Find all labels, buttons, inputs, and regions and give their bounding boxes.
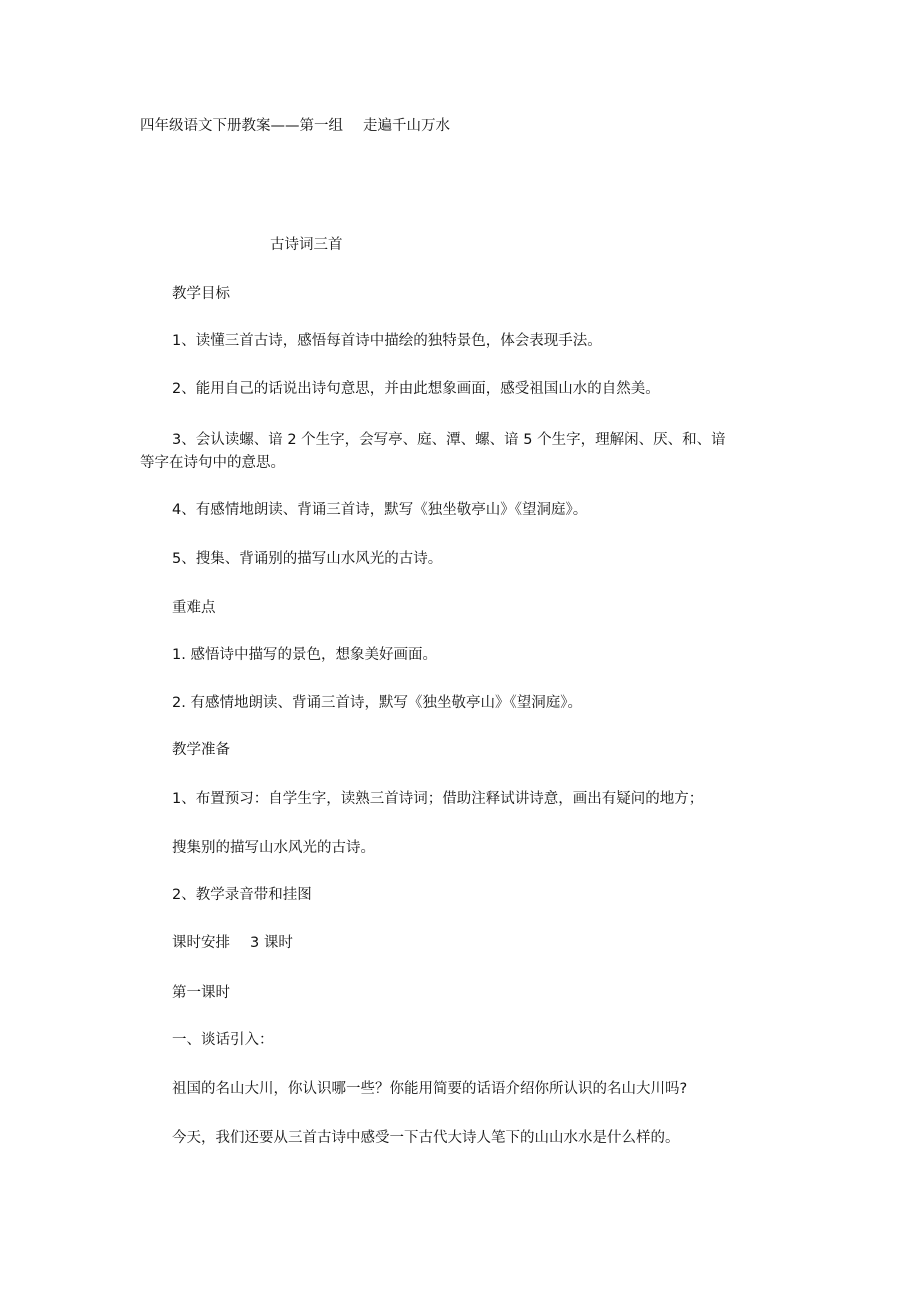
key-point-item: 2. 有感情地朗读、背诵三首诗，默写《独坐敬亭山》《望洞庭》。 [172, 695, 582, 711]
preparation-item: 2、教学录音带和挂图 [172, 887, 312, 903]
key-point-item: 1. 感悟诗中描写的景色，想象美好画面。 [172, 647, 437, 663]
objective-item-continuation: 等字在诗句中的意思。 [140, 455, 285, 471]
objective-item: 2、能用自己的话说出诗句意思，并由此想象画面，感受祖国山水的自然美。 [172, 381, 660, 397]
first-lesson-heading: 第一课时 [172, 985, 230, 1001]
document-header [140, 116, 450, 136]
preparation-heading: 教学准备 [172, 742, 230, 758]
preparation-item: 1、布置预习：自学生字，读熟三首诗词；借助注释试讲诗意，画出有疑问的地方； [172, 791, 704, 807]
objective-item: 3、会认读螺、谙 2 个生字，会写亭、庭、潭、螺、谙 5 个生字，理解闲、厌、和、谙 [172, 432, 726, 448]
objective-item: 1、读懂三首古诗，感悟每首诗中描绘的独特景色，体会表现手法。 [172, 333, 602, 349]
header-title-right: 走遍千山万水 [363, 118, 450, 134]
preparation-item: 搜集别的描写山水风光的古诗。 [172, 840, 375, 856]
intro-paragraph: 祖国的名山大川，你认识哪一些？你能用简要的话语介绍你所认识的名山大川吗? [172, 1081, 688, 1097]
objectives-heading: 教学目标 [172, 286, 230, 302]
objective-item: 4、有感情地朗读、背诵三首诗，默写《独坐敬亭山》《望洞庭》。 [172, 502, 588, 518]
header-title-left: 四年级语文下册教案——第一组 [140, 118, 343, 134]
lesson-title: 古诗词三首 [270, 237, 343, 253]
intro-paragraph: 今天，我们还要从三首古诗中感受一下古代大诗人笔下的山山水水是什么样的。 [172, 1130, 680, 1146]
schedule-line [172, 933, 293, 953]
key-points-heading: 重难点 [172, 600, 216, 616]
intro-heading: 一、谈话引入： [172, 1032, 274, 1048]
objective-item: 5、搜集、背诵别的描写山水风光的古诗。 [172, 551, 443, 567]
schedule-value: 3 课时 [250, 935, 293, 951]
schedule-label: 课时安排 [172, 935, 230, 951]
